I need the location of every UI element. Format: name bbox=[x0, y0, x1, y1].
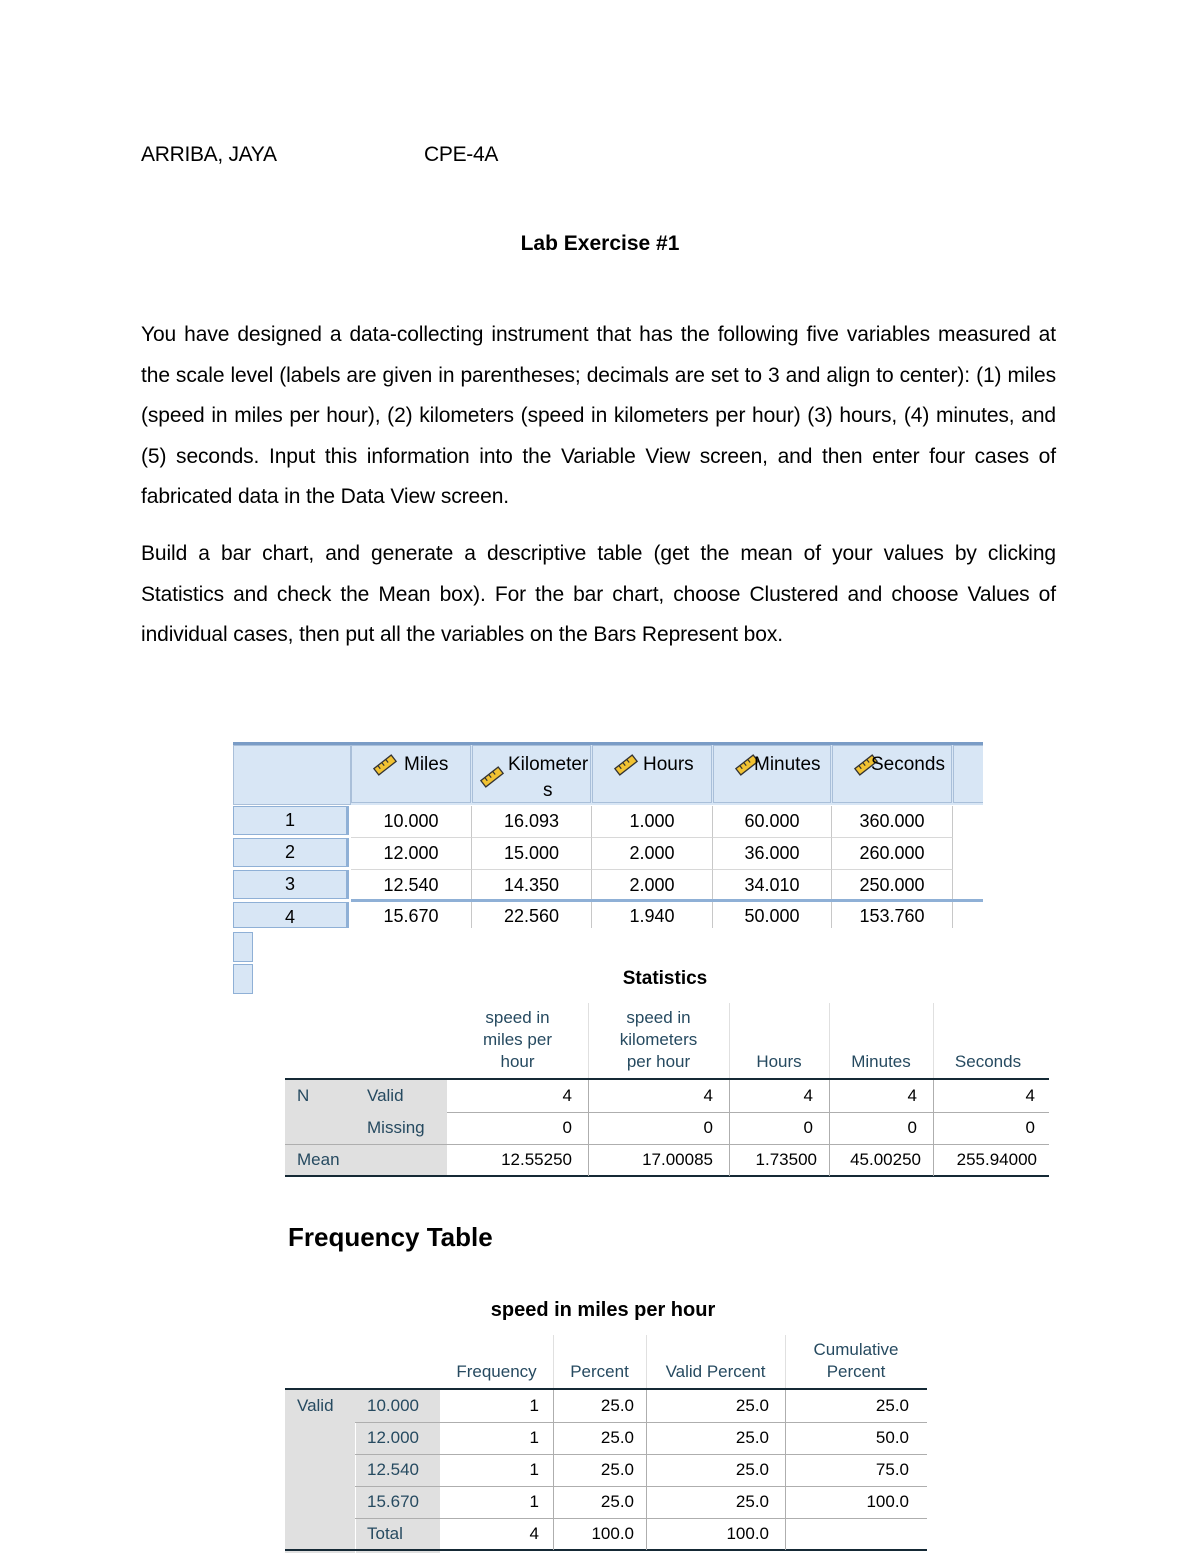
freq-frequency: 4 bbox=[529, 1524, 539, 1543]
column-header-empty[interactable] bbox=[953, 745, 983, 803]
stat-valid-value: 4 bbox=[703, 1086, 713, 1105]
freq-bottom-rule bbox=[285, 1549, 927, 1551]
freq-row-rule bbox=[355, 1518, 927, 1519]
frequency-table-title: speed in miles per hour bbox=[490, 1299, 716, 1321]
freq-row-label: Total bbox=[367, 1524, 403, 1543]
freq-group-label: Valid bbox=[297, 1396, 334, 1415]
row-number[interactable]: 1 bbox=[233, 806, 349, 835]
data-cell[interactable]: 360.000 bbox=[832, 806, 953, 838]
column-header-miles[interactable] bbox=[351, 745, 471, 803]
stat-valid-value: 4 bbox=[1025, 1086, 1035, 1105]
ruler-icon bbox=[372, 754, 398, 776]
stat-header-line: speed in bbox=[485, 1008, 550, 1027]
ruler-icon bbox=[613, 754, 639, 776]
data-cell[interactable]: 15.000 bbox=[472, 838, 592, 870]
freq-frequency: 1 bbox=[529, 1396, 539, 1415]
column-header-kilometers[interactable] bbox=[472, 745, 591, 803]
column-label-minutes: Minutes bbox=[754, 754, 821, 775]
freq-valid-percent: 25.0 bbox=[735, 1492, 769, 1511]
ruler-icon bbox=[479, 766, 505, 788]
stat-header-divider bbox=[729, 1003, 730, 1078]
page-title: Lab Exercise #1 bbox=[520, 232, 680, 255]
freq-cumulative: 100.0 bbox=[866, 1492, 909, 1511]
freq-percent: 25.0 bbox=[600, 1396, 634, 1415]
freq-frequency: 1 bbox=[529, 1492, 539, 1511]
freq-cumulative: 75.0 bbox=[875, 1460, 909, 1479]
freq-row-label: 15.670 bbox=[367, 1492, 419, 1511]
stat-column-header bbox=[447, 1007, 588, 1073]
row-number[interactable]: 4 bbox=[233, 902, 349, 928]
spss-data-view bbox=[233, 742, 983, 994]
freq-col-divider bbox=[646, 1390, 647, 1550]
stat-n-label: N bbox=[297, 1086, 310, 1105]
freq-valid-percent: 100.0 bbox=[726, 1524, 769, 1543]
stat-header-line: miles per bbox=[483, 1030, 552, 1049]
stat-mean-value: 45.00250 bbox=[850, 1150, 921, 1169]
stat-bottom-rule bbox=[285, 1175, 1049, 1177]
freq-column-header bbox=[785, 1339, 927, 1383]
freq-row-rule bbox=[355, 1486, 927, 1487]
data-cell[interactable]: 1.000 bbox=[592, 806, 713, 838]
stat-mean-label: Mean bbox=[297, 1150, 340, 1169]
data-cell[interactable]: 50.000 bbox=[713, 902, 832, 928]
freq-header-divider bbox=[553, 1335, 554, 1388]
empty-row-header[interactable] bbox=[233, 932, 253, 962]
stat-col-divider bbox=[729, 1080, 730, 1176]
stat-column-header: Minutes bbox=[851, 1052, 911, 1071]
column-label-miles: Miles bbox=[404, 754, 449, 775]
freq-row-rule bbox=[355, 1454, 927, 1455]
student-section: CPE-4A bbox=[424, 143, 499, 166]
data-cell[interactable]: 14.350 bbox=[472, 870, 592, 902]
freq-cumulative: 50.0 bbox=[875, 1428, 909, 1447]
data-cell[interactable]: 22.560 bbox=[472, 902, 592, 928]
data-cell[interactable]: 260.000 bbox=[832, 838, 953, 870]
column-label-seconds: Seconds bbox=[871, 754, 945, 775]
freq-percent: 25.0 bbox=[600, 1492, 634, 1511]
stat-mean-value: 17.00085 bbox=[642, 1150, 713, 1169]
stat-row-rule bbox=[285, 1144, 1049, 1145]
freq-frequency: 1 bbox=[529, 1460, 539, 1479]
data-cell[interactable]: 1.940 bbox=[592, 902, 713, 928]
freq-row-rule bbox=[355, 1422, 927, 1423]
data-cell[interactable]: 2.000 bbox=[592, 838, 713, 870]
freq-col-divider bbox=[785, 1390, 786, 1550]
stat-mean-value: 12.55250 bbox=[501, 1150, 572, 1169]
freq-header-line: Cumulative bbox=[813, 1340, 899, 1359]
stat-header-divider bbox=[933, 1003, 934, 1078]
freq-percent: 100.0 bbox=[591, 1524, 634, 1543]
stat-missing-value: 0 bbox=[562, 1118, 572, 1137]
freq-row-label: 12.000 bbox=[367, 1428, 419, 1447]
stat-mean-value: 1.73500 bbox=[755, 1150, 817, 1169]
freq-header-divider bbox=[646, 1335, 647, 1388]
stat-col-divider bbox=[829, 1080, 830, 1176]
stat-row-rule bbox=[447, 1112, 1049, 1113]
stat-mean-value: 255.94000 bbox=[956, 1150, 1037, 1169]
column-label-kilometers-wrap: s bbox=[543, 780, 553, 801]
stat-valid-value: 4 bbox=[907, 1086, 917, 1105]
freq-percent: 25.0 bbox=[600, 1428, 634, 1447]
statistics-title: Statistics bbox=[622, 968, 708, 989]
freq-valid-percent: 25.0 bbox=[735, 1396, 769, 1415]
stat-valid-value: 4 bbox=[562, 1086, 572, 1105]
frequency-table-heading: Frequency Table bbox=[288, 1222, 493, 1252]
data-cell[interactable]: 2.000 bbox=[592, 870, 713, 902]
column-label-hours: Hours bbox=[643, 754, 694, 775]
stat-col-divider bbox=[588, 1080, 589, 1176]
stat-column-header: Seconds bbox=[954, 1052, 1022, 1071]
freq-header-line: Percent bbox=[826, 1362, 886, 1381]
freq-valid-percent: 25.0 bbox=[735, 1428, 769, 1447]
data-cell[interactable]: 16.093 bbox=[472, 806, 592, 838]
data-cell[interactable]: 36.000 bbox=[713, 838, 832, 870]
freq-col-divider bbox=[553, 1390, 554, 1550]
column-label-kilometers: Kilometer bbox=[508, 754, 589, 775]
row-number[interactable]: 2 bbox=[233, 838, 349, 867]
freq-column-header: Percent bbox=[570, 1362, 629, 1381]
stat-missing-value: 0 bbox=[1025, 1118, 1035, 1137]
stat-valid-label: Valid bbox=[367, 1086, 404, 1105]
instructions-paragraph-1: You have designed a data-collecting instrument that has the following five variables measured at the scale level (labels are given in parentheses; decimals are set to 3 and align to center): (1) miles (speed in miles per hour), (2) kilometers (speed in kilometers per hour) (3) hours, (4) minutes, and (5) seconds. Input this information into the Variable View screen, and then enter four cases of fabricated data in the Data View screen. bbox=[141, 323, 1056, 508]
freq-percent: 25.0 bbox=[600, 1460, 634, 1479]
freq-cumulative bbox=[785, 1518, 927, 1550]
data-cell[interactable]: 15.670 bbox=[351, 902, 472, 928]
data-cell[interactable]: 250.000 bbox=[832, 870, 953, 902]
stat-header-line: per hour bbox=[626, 1052, 691, 1071]
freq-column-header: Valid Percent bbox=[665, 1362, 766, 1381]
freq-header-divider bbox=[785, 1335, 786, 1388]
row-number[interactable]: 3 bbox=[233, 870, 349, 899]
column-header-minutes[interactable] bbox=[713, 745, 831, 803]
grid-corner-cell[interactable] bbox=[233, 745, 351, 805]
empty-row-header[interactable] bbox=[233, 964, 253, 994]
data-cell[interactable]: 153.760 bbox=[832, 902, 953, 928]
stat-valid-value: 4 bbox=[803, 1086, 813, 1105]
freq-valid-percent: 25.0 bbox=[735, 1460, 769, 1479]
data-cell[interactable]: 12.000 bbox=[351, 838, 472, 870]
data-cell[interactable]: 60.000 bbox=[713, 806, 832, 838]
stat-header-divider bbox=[829, 1003, 830, 1078]
freq-column-header: Frequency bbox=[456, 1362, 537, 1381]
instructions-paragraph-2: Build a bar chart, and generate a descriptive table (get the mean of your values by clicking Statistics and check the Mean box). For the bar chart, choose Clustered and choose Values of individual cases, then put all the variables on the Bars Represent box. bbox=[141, 542, 1056, 646]
column-header-seconds[interactable] bbox=[832, 745, 952, 803]
stat-missing-value: 0 bbox=[907, 1118, 917, 1137]
stat-column-header bbox=[588, 1007, 729, 1073]
stat-missing-label: Missing bbox=[367, 1118, 425, 1137]
freq-frequency: 1 bbox=[529, 1428, 539, 1447]
column-header-hours[interactable] bbox=[592, 745, 712, 803]
stat-column-header: Hours bbox=[756, 1052, 802, 1071]
stat-missing-value: 0 bbox=[803, 1118, 813, 1137]
data-cell[interactable]: 12.540 bbox=[351, 870, 472, 902]
freq-cumulative: 25.0 bbox=[875, 1396, 909, 1415]
stat-header-divider bbox=[588, 1003, 589, 1078]
stat-header-line: hour bbox=[500, 1052, 535, 1071]
stat-header-line: speed in bbox=[626, 1008, 691, 1027]
data-cell[interactable]: 34.010 bbox=[713, 870, 832, 902]
freq-row-label: 10.000 bbox=[367, 1396, 419, 1415]
stat-header-line: kilometers bbox=[619, 1030, 698, 1049]
data-cell[interactable]: 10.000 bbox=[351, 806, 472, 838]
stat-missing-value: 0 bbox=[703, 1118, 713, 1137]
stat-col-divider bbox=[933, 1080, 934, 1176]
freq-row-label: 12.540 bbox=[367, 1460, 419, 1479]
student-name: ARRIBA, JAYA bbox=[141, 143, 277, 166]
